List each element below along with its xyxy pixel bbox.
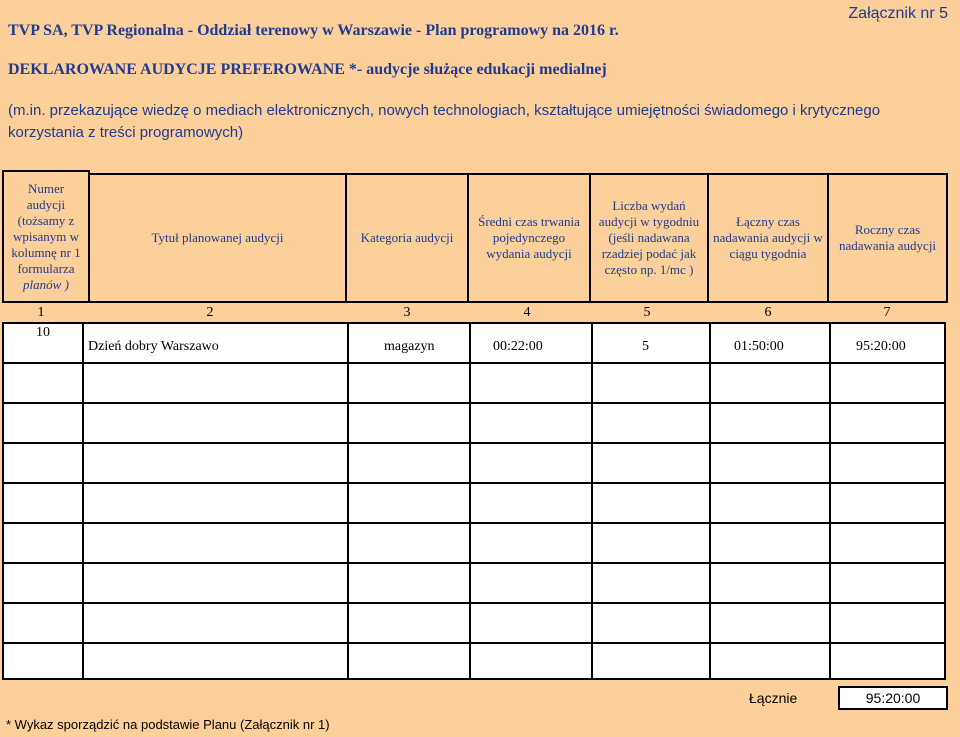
grid-line <box>591 324 593 678</box>
grid-line <box>4 602 944 604</box>
row-category: magazyn <box>384 339 435 354</box>
column-number: 3 <box>403 305 411 320</box>
page-description: (m.in. przekazujące wiedzę o mediach elektronicznych, nowych technologiach, kształtujące umiejętności świadomego i krytycznego korzystania z treści programowych) <box>8 102 881 141</box>
column-number: 1 <box>37 305 45 320</box>
column-header-category: Kategoria audycji <box>345 173 469 303</box>
column-header-number-line: wpisanym w <box>12 228 80 244</box>
column-header-number-line: (tożsamy z <box>17 212 75 228</box>
grid-line <box>82 324 84 678</box>
row-per-week: 5 <box>642 339 649 354</box>
row-avg-duration: 00:22:00 <box>493 339 543 354</box>
grid-line <box>347 324 349 678</box>
page-subtitle: DEKLAROWANE AUDYCJE PREFEROWANE *- audycje służące edukacji medialnej <box>8 61 607 78</box>
column-header-number-line: Numer <box>27 180 65 196</box>
column-header-yearly-total: Roczny czas nadawania audycji <box>827 173 948 303</box>
grid-line <box>4 642 944 644</box>
grid-line <box>4 442 944 444</box>
column-header-number <box>2 170 90 303</box>
column-number: 4 <box>523 305 531 320</box>
grid-line <box>4 362 944 364</box>
column-header-weekly-total: Łączny czas nadawania audycji w ciągu tygodnia <box>707 173 829 303</box>
grid-line <box>709 324 711 678</box>
data-table-grid <box>2 322 946 680</box>
column-number: 2 <box>206 305 214 320</box>
grid-line <box>4 482 944 484</box>
column-header-number-line: audycji <box>26 196 66 212</box>
total-label: Łącznie <box>749 690 798 706</box>
total-value: 95:20:00 <box>838 686 948 710</box>
row-yearly-total: 95:20:00 <box>856 339 906 354</box>
row-title: Dzień dobry Warszawo <box>88 339 219 354</box>
grid-line <box>4 402 944 404</box>
row-number: 10 <box>36 325 50 340</box>
column-header-title: Tytuł planowanej audycji <box>88 173 347 303</box>
column-header-avg-duration: Średni czas trwania pojedynczego wydania audycji <box>467 173 591 303</box>
column-header-number-line: planów ) <box>23 276 69 292</box>
column-header-per-week: Liczba wydań audycji w tygodniu (jeśli nadawana rzadziej podać jak często np. 1/mc ) <box>589 173 709 303</box>
column-header-number-line: kolumnę nr 1 <box>11 244 81 260</box>
column-number: 7 <box>883 305 891 320</box>
column-header-number-line: formularza <box>17 260 75 276</box>
column-number: 5 <box>643 305 651 320</box>
page-title: TVP SA, TVP Regionalna - Oddział terenowy w Warszawie - Plan programowy na 2016 r. <box>8 22 619 39</box>
grid-line <box>469 324 471 678</box>
footnote: * Wykaz sporządzić na podstawie Planu (Załącznik nr 1) <box>6 717 330 732</box>
grid-line <box>829 324 831 678</box>
column-number: 6 <box>764 305 772 320</box>
row-weekly-total: 01:50:00 <box>734 339 784 354</box>
annex-label: Załącznik nr 5 <box>848 5 948 22</box>
grid-line <box>4 522 944 524</box>
grid-line <box>4 562 944 564</box>
